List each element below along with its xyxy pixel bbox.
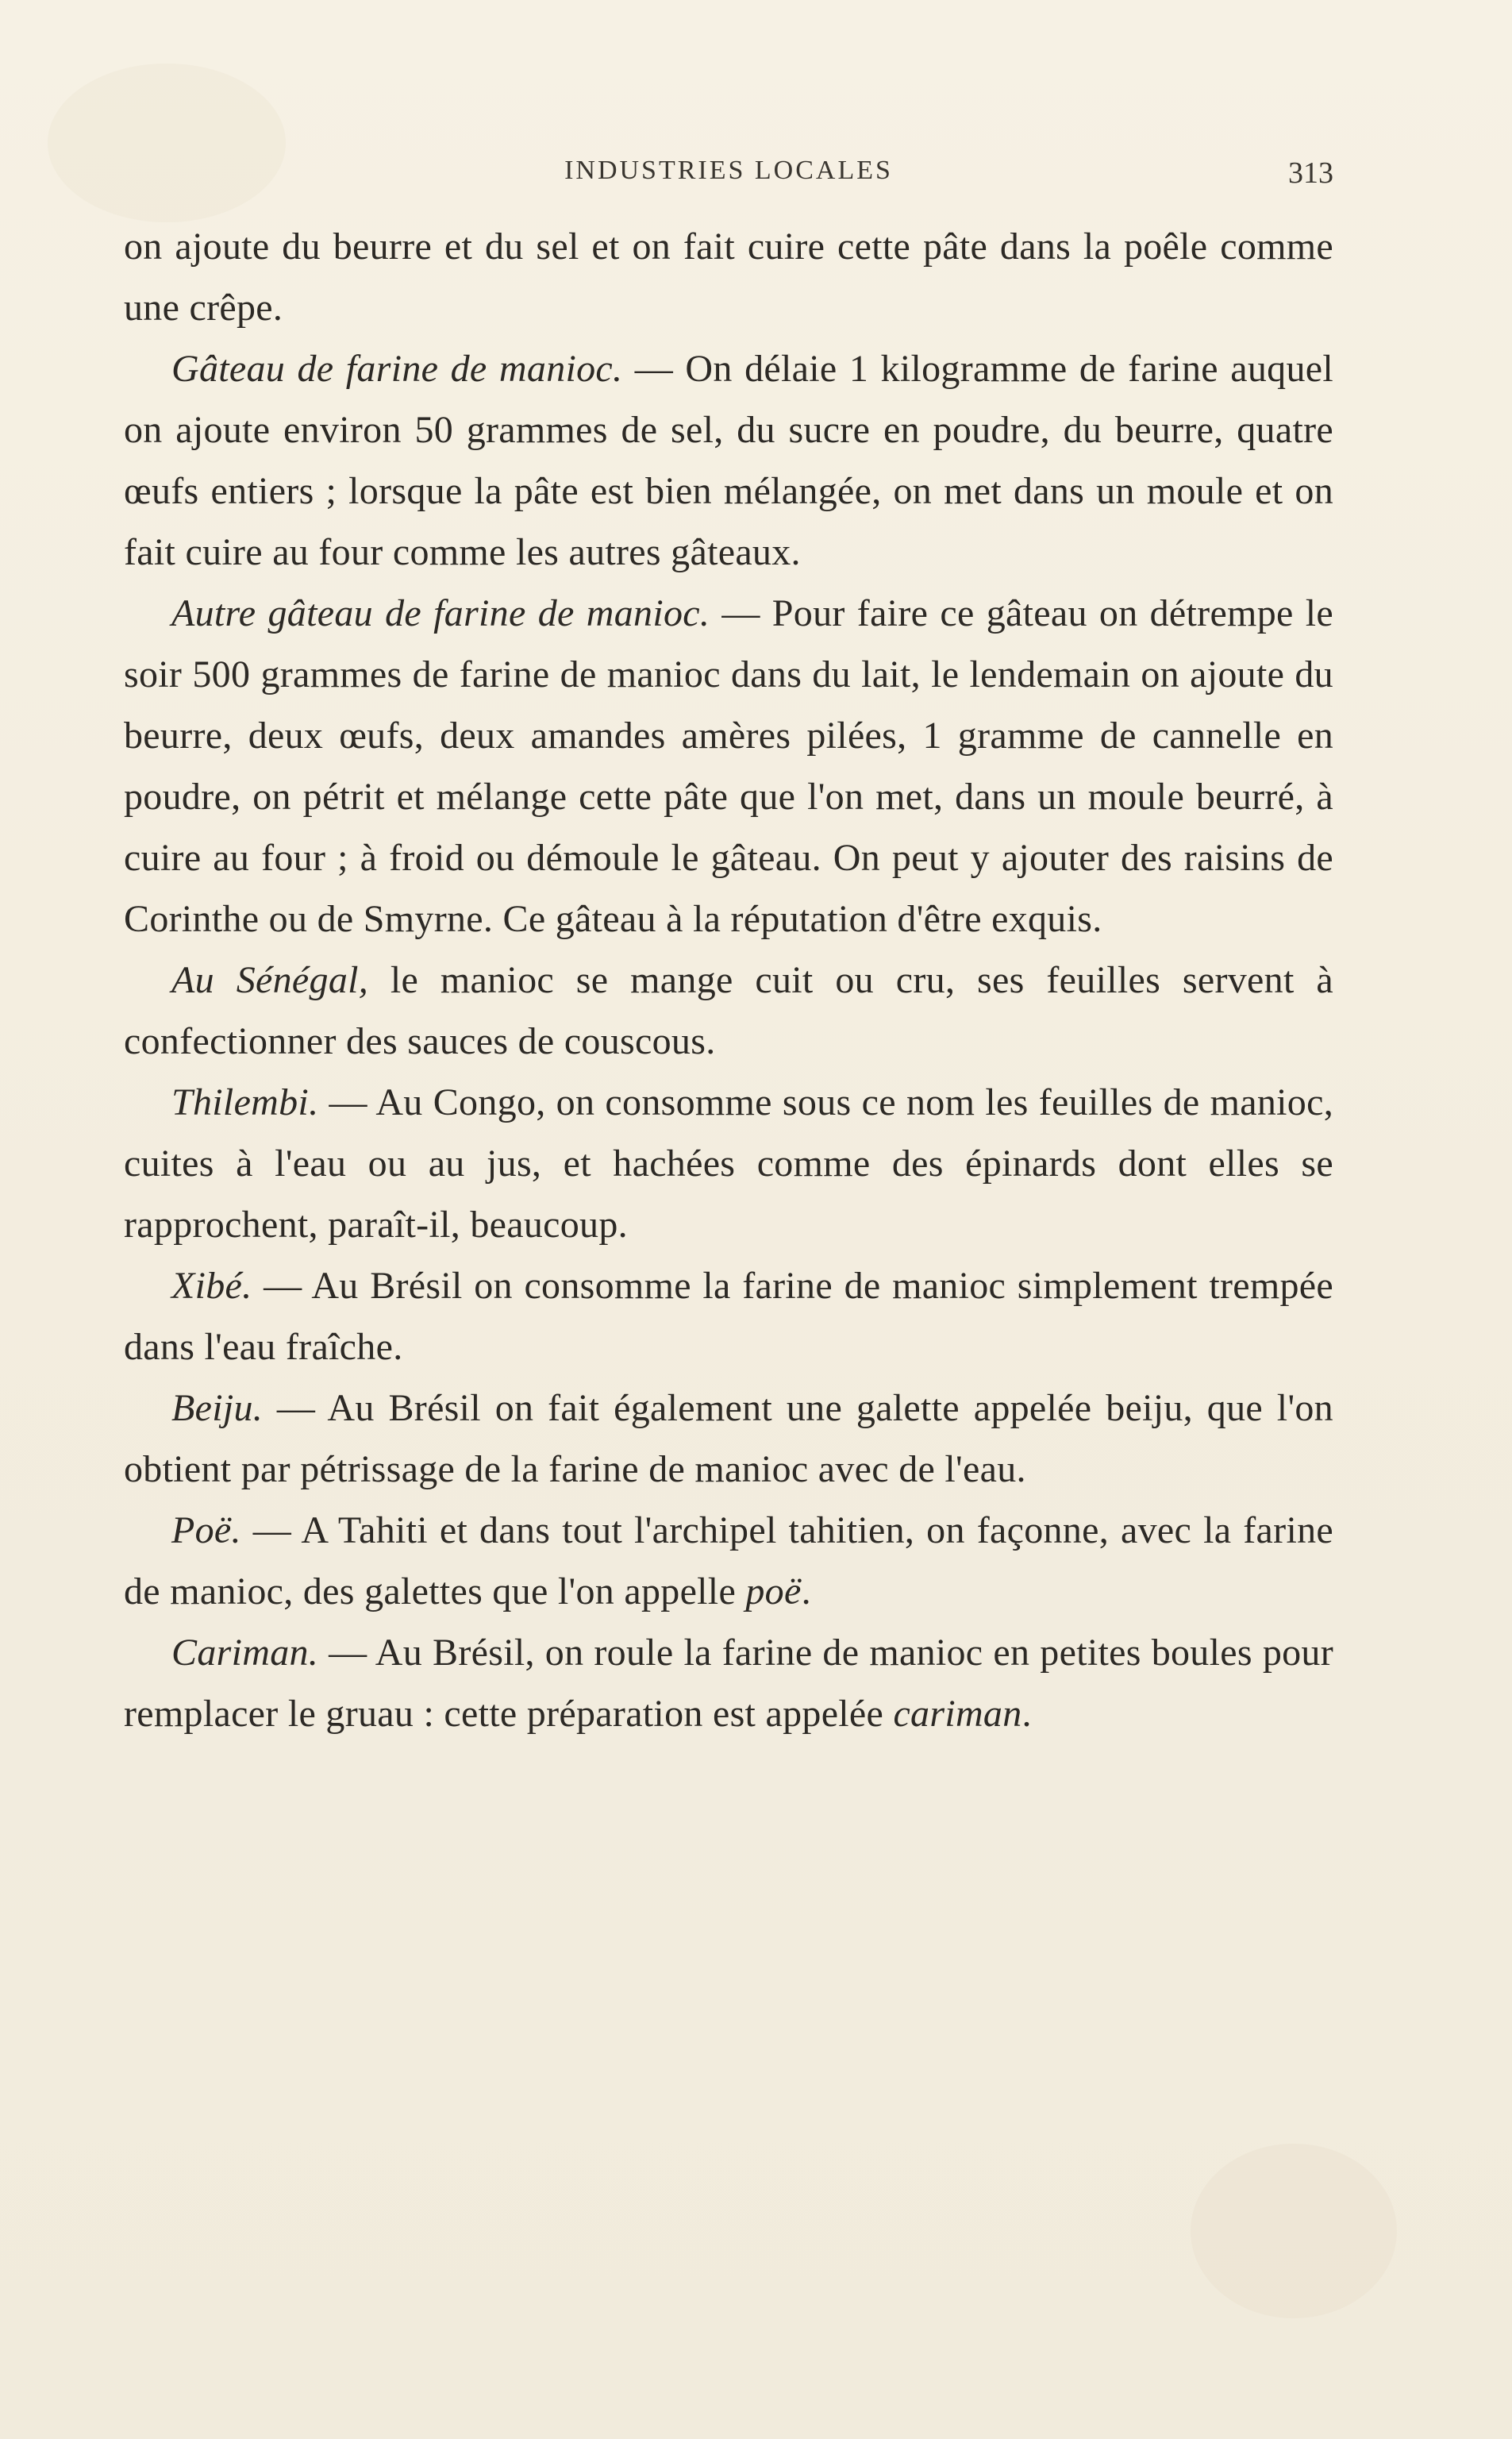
paragraph-senegal (124, 950, 1333, 1072)
paragraph-poe (124, 1500, 1333, 1622)
paragraph-tail-italic: cariman (893, 1693, 1022, 1735)
paragraph-text: — Au Brésil on consomme la farine de manioc simplement trempée dans l'eau fraîche. (124, 1265, 1333, 1368)
paragraph-lead: Xibé. (171, 1265, 252, 1307)
page-number: 313 (1288, 156, 1333, 190)
paragraph-lead: Gâteau de farine de manioc. (171, 348, 623, 390)
paragraph-text: — On délaie 1 kilogramme de farine auquel on ajoute environ 50 grammes de sel, du sucre en poudre, du beurre, quatre œufs entiers ; lorsque la pâte est bien mélangée, on met dans un moule et on fait cuire au four comme les autres gâteaux. (124, 348, 1334, 573)
paragraph-lead: Thilembi. (171, 1081, 319, 1123)
paragraph-text: — A Tahiti et dans tout l'archipel tahitien, on façonne, avec la farine de manioc, des galettes que l'on appelle (124, 1509, 1333, 1613)
body-text (124, 216, 1333, 1744)
paragraph-lead: Au Sénégal, (171, 959, 369, 1001)
paragraph-tail: . (1021, 1693, 1032, 1735)
paragraph-tail-italic: poë (745, 1570, 802, 1613)
paragraph-text: — Au Brésil on fait également une galette appelée beiju, que l'on obtient par pétrissage de la farine de manioc avec de l'eau. (124, 1387, 1333, 1490)
paragraph-autre-gateau (124, 583, 1333, 950)
book-page (124, 0, 1333, 2439)
paragraph-thilembi (124, 1072, 1333, 1255)
paragraph-continuation (124, 216, 1333, 338)
page-header (124, 156, 1333, 203)
paragraph-text: on ajoute du beurre et du sel et on fait cuire cette pâte dans la poêle comme une crêpe. (124, 225, 1333, 329)
paragraph-lead: Beiju. (171, 1387, 264, 1429)
paragraph-lead: Poë. (171, 1509, 241, 1551)
paragraph-lead: Cariman. (171, 1632, 319, 1674)
paragraph-beiju (124, 1377, 1333, 1500)
paragraph-text: — Au Congo, on consomme sous ce nom les feuilles de manioc, cuites à l'eau ou au jus, et hachées comme des épinards dont elles se rapprochent, paraît-il, beaucoup. (124, 1081, 1333, 1246)
paragraph-text: le manioc se mange cuit ou cru, ses feuilles servent à confectionner des sauces de couscous. (124, 959, 1333, 1062)
paragraph-gateau-farine-manioc (124, 338, 1333, 583)
paragraph-xibe (124, 1255, 1333, 1377)
paragraph-lead: Autre gâteau de farine de manioc. (171, 592, 710, 634)
paragraph-tail: . (801, 1570, 811, 1613)
running-title: INDUSTRIES LOCALES (564, 156, 893, 185)
paragraph-text: — Au Brésil, on roule la farine de manioc en petites boules pour remplacer le gruau : cette préparation est appelée (124, 1632, 1333, 1735)
paragraph-cariman (124, 1622, 1333, 1744)
paragraph-text: — Pour faire ce gâteau on détrempe le soir 500 grammes de farine de manioc dans du lait, le lendemain on ajoute du beurre, deux œufs, deux amandes amères pilées, 1 gramme de cannelle en poudre, on pétrit et mélange cette pâte que l'on met, dans un moule beurré, à cuire au four ; à froid ou démoule le gâteau. On peut y ajouter des raisins de Corinthe ou de Smyrne. Ce gâteau à la réputation d'être exquis. (124, 592, 1333, 940)
